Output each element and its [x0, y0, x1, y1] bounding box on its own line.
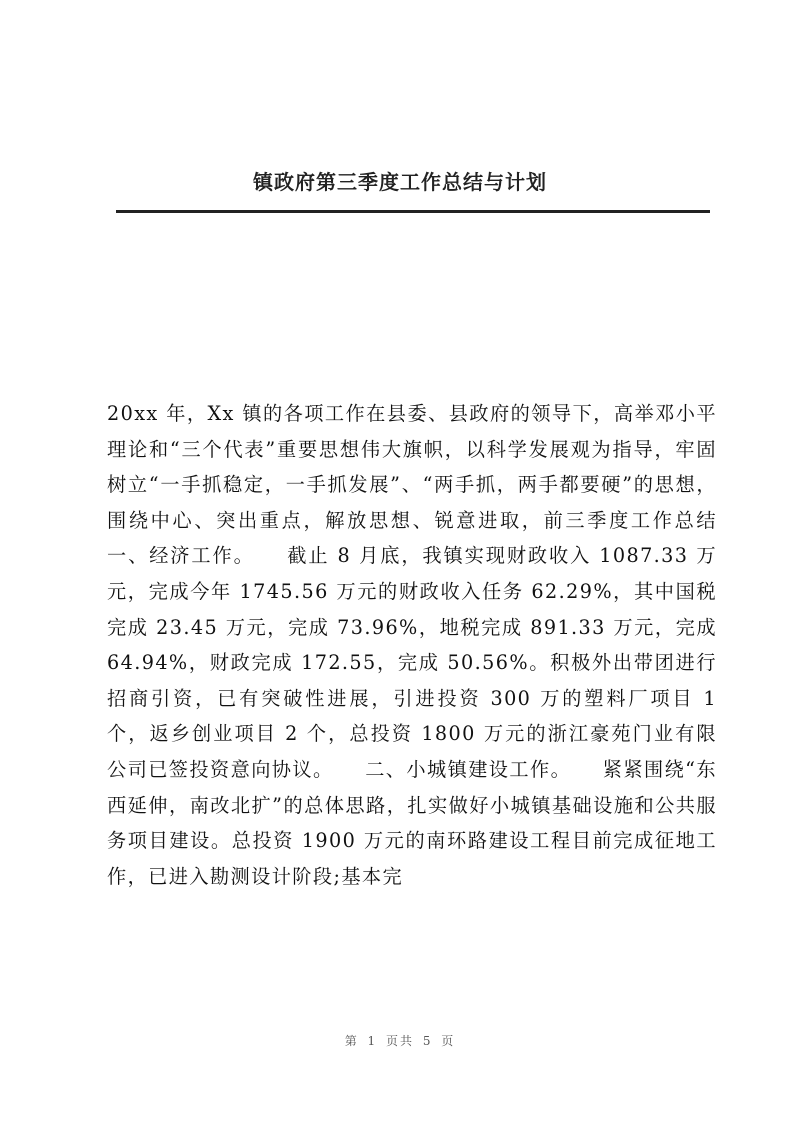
page-number: 第 1 页共 5 页: [344, 1034, 456, 1048]
document-body: 20xx 年，Xx 镇的各项工作在县委、县政府的领导下，高举邓小平理论和“三个代表”重要思想伟大旗帜，以科学发展观为指导，牢固树立“一手抓稳定，一手抓发展”、“两手抓，两手都要硬”的思想，围绕中心、突出重点，解放思想、锐意进取，前三季度工作总结 一、经济工作。 截止 8 月底，我镇实现财政收入 1087.33 万元，完成今年 1745.56 万元的财政收入任务 62.29%，其中国税完成 23.45 万元，完成 73.96%，地税完成 891.33 万元，完成 64.94%，财政完成 172.55，完成 50.56%。积极外出带团进行招商引资，已有突破性进展，引进投资 300 万的塑料厂项目 1 个，返乡创业项目 2 个，总投资 1800 万元的浙江豪苑门业有限公司已签投资意向协议。 二、小城镇建设工作。 紧紧围绕“东西延伸，南改北扩”的总体思路，扎实做好小城镇基础设施和公共服务项目建设。总投资 1900 万元的南环路建设工程目前完成征地工作，已进入勘测设计阶段;基本完: [107, 402, 759, 888]
document-title: 镇政府第三季度工作总结与计划: [253, 170, 547, 194]
title-divider: [116, 210, 710, 213]
